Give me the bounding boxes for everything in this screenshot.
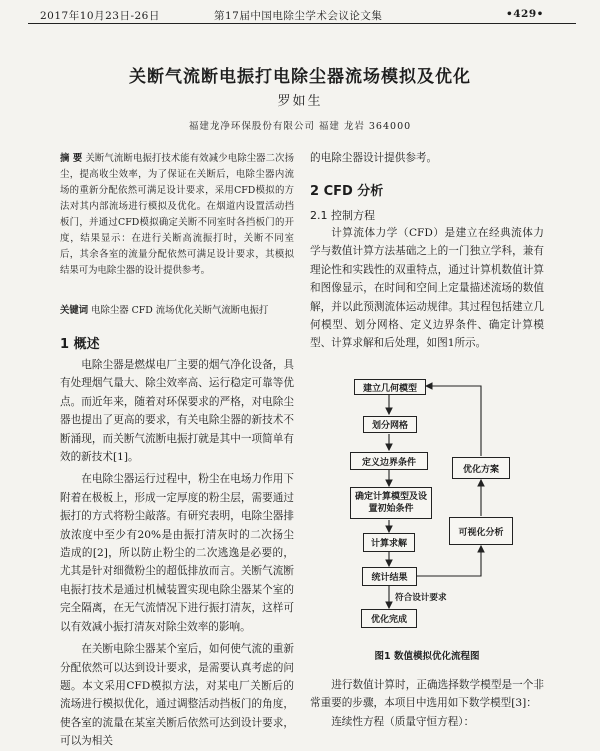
- flowchart-step-solve: 计算求解: [363, 533, 415, 552]
- flowchart-step-model: 确定计算模型及设置初始条件: [350, 487, 432, 519]
- abstract-label: 摘 要: [60, 153, 83, 164]
- section-1-para-2: 在电除尘器运行过程中，粉尘在电场力作用下附着在极板上，形成一定厚度的粉尘层，需要通过振打的方式将粉尘敲落。有研究表明，电除尘器排放浓度中至少有20%是由振打清灰时的二次扬尘造成的[2]，所以防止粉尘的二次逃逸是必要的，尤其是针对细微粉尘的超低排放而言。关断气流断电振打技术是通过机械装置实现电除尘器某个室的完全隔离，在无气流情况下进行振打清灰，这样可以有效减小振打清灰对除尘效率的影响。: [60, 473, 294, 633]
- flowchart-optimization-scheme: 优化方案: [452, 457, 510, 479]
- flowchart-visual-analysis: 可视化分析: [449, 517, 513, 545]
- figure-caption: 图1 数值模拟优化流程图: [374, 651, 480, 662]
- header-page-number: •429•: [506, 8, 544, 20]
- after-figure-text: [310, 676, 544, 731]
- paper-author: 罗如生: [277, 94, 323, 109]
- after-figure-para: 进行数值计算时，正确选择数学模型是一个非常重要的步骤，本项目中选用如下数学模型[3]：: [310, 679, 544, 710]
- header-date: 2017年10月23日-26日: [40, 10, 160, 22]
- header-proceedings: 第17届中国电除尘学术会议论文集: [214, 10, 383, 22]
- section-1-heading: 1 概述: [60, 337, 100, 352]
- arrow-to-visualization: [417, 546, 481, 576]
- section-2-para: 计算流体力学（CFD）是建立在经典流体力学与数值计算方法基础之上的一门独立学科，兼有理论性和实践性的双重特点，通过计算机数值计算和图像显示，在时间和空间上定量描述流场的数值解，并以此预测流体运动规律。其过程包括建立几何模型、划分网格、定义边界条件、确定计算模型、计算求解和后处理，如图1所示。: [310, 227, 544, 350]
- flowchart-step-stats: 统计结果: [362, 567, 417, 586]
- paper-affiliation: 福建龙净环保股份有限公司 福建 龙岩 364000: [188, 121, 412, 132]
- section-2-1-heading: 2.1 控制方程: [310, 209, 375, 222]
- keywords-text: 电除尘器 CFD 流场优化关断气流断电振打: [91, 305, 269, 316]
- flowchart-edge-label: 符合设计要求: [395, 593, 447, 603]
- abstract-text: 关断气流断电振打技术能有效减少电除尘器二次扬尘，提高收尘效率，为了保证在关断后，电除尘器内流场的重新分配依然可满足设计要求，采用CFD模拟的方法对其内部流场进行模拟及优化。在烟道内设置活动挡板门，并通过CFD模拟确定关断不同室时各挡板门的开度，结果显示：在进行关断高流振打时，关断不同室后，其余各室的流量分配依然可满足设计要求，其模拟结果可为电除尘器的设计提供参考。: [60, 153, 294, 276]
- flowchart-step-done: 优化完成: [361, 609, 417, 628]
- flowchart-step-geometry: 建立几何模型: [354, 379, 426, 395]
- keywords-label: 关键词: [60, 305, 89, 316]
- section-1-para-3: 在关断电除尘器某个室后，如何使气流的重新分配依然可以达到设计要求，是需要认真考虑的问题。本文采用CFD模拟方法，对某电厂关断后的流场进行模拟优化，通过调整活动挡板门的角度，使各室的流量在某室关断后依然可达到设计要求，可以为相关: [60, 643, 294, 748]
- arrow-to-geometry: [426, 386, 481, 456]
- paper-title: 关断气流断电振打电除尘器流场模拟及优化: [129, 67, 471, 87]
- section-1-para-1: 电除尘器是燃煤电厂主要的烟气净化设备，具有处理烟气量大、除尘效率高、运行稳定可靠等优点。而近年来，随着对环保要求的严格，对电除尘器也提出了更高的要求，有关电除尘器的新技术不断涌现，而关断气流断电振打就是其中一项简单有效的新技术[1]。: [60, 359, 294, 464]
- section-2-heading: 2 CFD 分析: [310, 184, 384, 199]
- flowchart-step-boundary: 定义边界条件: [350, 452, 428, 470]
- flowchart-step-mesh: 划分网格: [363, 416, 417, 433]
- continuation-text: 的电除尘器设计提供参考。: [310, 152, 438, 164]
- equation-label: 连续性方程（质量守恒方程）：: [331, 715, 475, 728]
